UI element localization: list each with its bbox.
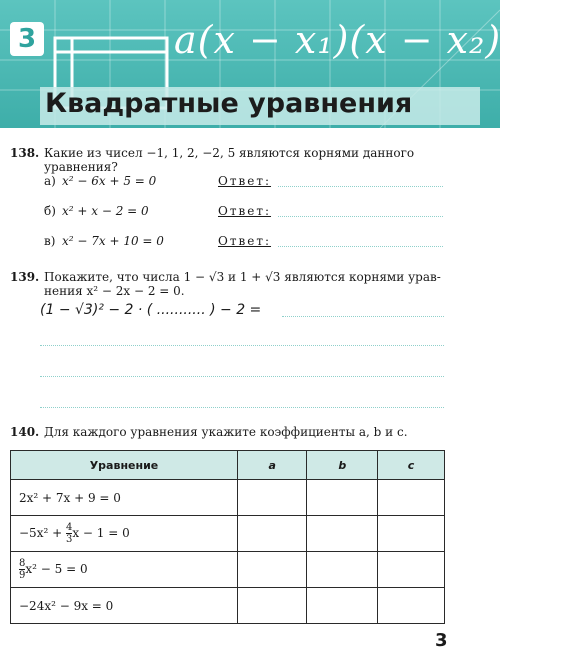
fraction-denominator: 9	[19, 570, 26, 581]
answer-field[interactable]	[278, 246, 443, 247]
coefficients-table	[10, 450, 445, 624]
banner-formula: a(x − x₁)(x − x₂) + c	[174, 18, 582, 62]
item-label: а)	[44, 174, 56, 188]
equation: x² − 7x + 10 = 0	[62, 234, 164, 248]
equation-cell: 2x² + 7x + 9 = 0	[11, 480, 238, 516]
coef-a-cell[interactable]	[238, 480, 307, 516]
answer-field[interactable]	[278, 186, 443, 187]
table-header-row	[11, 451, 445, 480]
problem-text: Какие из чисел −1, 1, 2, −2, 5 являются корнями данного	[44, 146, 415, 160]
problem-text: нения x² − 2x − 2 = 0.	[44, 284, 185, 298]
equation-part: −5x² +	[19, 526, 66, 540]
answer-line[interactable]	[40, 345, 444, 346]
item-label: в)	[44, 234, 56, 248]
fraction-numerator: 4	[65, 522, 73, 533]
coef-a-cell[interactable]	[238, 516, 307, 552]
answer-label: Ответ:	[218, 174, 272, 188]
item-label: б)	[44, 204, 56, 218]
coef-c-cell[interactable]	[378, 516, 445, 552]
equation-cell	[11, 552, 238, 588]
coef-c-cell[interactable]	[378, 480, 445, 516]
coef-b-cell[interactable]	[307, 516, 378, 552]
column-header-a: a	[238, 451, 307, 480]
column-header-c: c	[378, 451, 445, 480]
chapter-number: 3	[10, 22, 44, 56]
handwritten-work: (1 − √3)² − 2 · ( ........... ) − 2 =	[40, 302, 262, 318]
problem-text: Покажите, что числа 1 − √3 и 1 + √3 являются корнями урав-	[44, 270, 441, 284]
table-row	[11, 516, 445, 552]
problem-number: 140.	[10, 425, 40, 439]
column-header-b: b	[307, 451, 378, 480]
table-row	[11, 480, 445, 516]
fraction-numerator: 8	[19, 558, 26, 569]
coef-c-cell[interactable]	[378, 552, 445, 588]
problem-number: 139.	[10, 270, 40, 284]
fraction-denominator: 3	[65, 534, 73, 545]
coef-a-cell[interactable]	[238, 552, 307, 588]
answer-label: Ответ:	[218, 234, 272, 248]
equation-part: x − 1 = 0	[72, 526, 130, 540]
coef-b-cell[interactable]	[307, 588, 378, 624]
answer-label: Ответ:	[218, 204, 272, 218]
problem-number: 138.	[10, 146, 40, 160]
chapter-banner	[0, 0, 582, 128]
table-row	[11, 552, 445, 588]
equation-cell: −24x² − 9x = 0	[11, 588, 238, 624]
page-number: 3	[435, 630, 448, 651]
coef-b-cell[interactable]	[307, 552, 378, 588]
equation: x² + x − 2 = 0	[62, 204, 149, 218]
table-row	[11, 588, 445, 624]
coef-c-cell[interactable]	[378, 588, 445, 624]
equation-cell	[11, 516, 238, 552]
problem-text: уравнения?	[44, 160, 118, 174]
coef-b-cell[interactable]	[307, 480, 378, 516]
equation: x² − 6x + 5 = 0	[62, 174, 157, 188]
coef-a-cell[interactable]	[238, 588, 307, 624]
chapter-title: Квадратные уравнения	[45, 88, 413, 119]
problem-text: Для каждого уравнения укажите коэффициенты a, b и c.	[44, 425, 408, 439]
column-header-equation: Уравнение	[11, 451, 238, 480]
equation-part: x² − 5 = 0	[25, 562, 88, 576]
answer-field[interactable]	[278, 216, 443, 217]
answer-line[interactable]	[40, 376, 444, 377]
answer-line[interactable]	[40, 407, 444, 408]
answer-line[interactable]	[282, 316, 444, 317]
